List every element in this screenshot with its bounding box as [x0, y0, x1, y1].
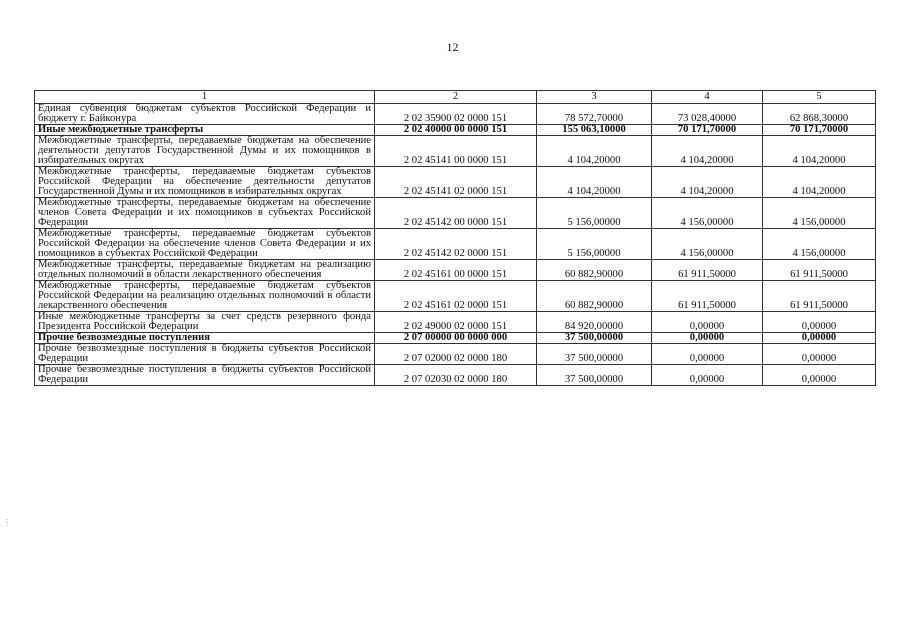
row-code: 2 02 40000 00 0000 151 [375, 125, 537, 136]
row-value-col5: 4 156,00000 [763, 229, 876, 260]
row-value-col5: 61 911,50000 [763, 281, 876, 312]
column-header-1: 1 [35, 91, 375, 104]
table-row [35, 312, 876, 333]
row-value-col4: 0,00000 [652, 344, 763, 365]
row-value-col3: 84 920,00000 [537, 312, 652, 333]
row-code: 2 02 45142 00 0000 151 [375, 198, 537, 229]
table-row [35, 125, 876, 136]
row-description: Прочие безвозмездные поступления в бюджеты субъектов Российской Федерации [35, 365, 375, 386]
row-value-col3: 37 500,00000 [537, 365, 652, 386]
row-value-col5: 4 156,00000 [763, 198, 876, 229]
row-value-col5: 0,00000 [763, 312, 876, 333]
row-description: Иные межбюджетные трансферты за счет средств резервного фонда Президента Российской Федерации [35, 312, 375, 333]
row-value-col3: 4 104,20000 [537, 167, 652, 198]
row-value-col5: 61 911,50000 [763, 260, 876, 281]
row-value-col5: 0,00000 [763, 344, 876, 365]
row-value-col4: 4 156,00000 [652, 229, 763, 260]
column-header-3: 3 [537, 91, 652, 104]
page-number: 12 [446, 40, 459, 54]
row-value-col3: 78 572,70000 [537, 104, 652, 125]
row-code: 2 02 45141 02 0000 151 [375, 167, 537, 198]
row-description: Единая субвенция бюджетам субъектов Российской Федерации и бюджету г. Байконура [35, 104, 375, 125]
table-row [35, 281, 876, 312]
table-body [35, 104, 876, 386]
table-row [35, 198, 876, 229]
row-value-col5: 0,00000 [763, 365, 876, 386]
row-value-col3: 60 882,90000 [537, 260, 652, 281]
row-value-col4: 73 028,40000 [652, 104, 763, 125]
budget-table [34, 90, 876, 386]
row-value-col4: 61 911,50000 [652, 281, 763, 312]
row-code: 2 02 45142 02 0000 151 [375, 229, 537, 260]
table-row [35, 365, 876, 386]
table-row [35, 136, 876, 167]
row-value-col4: 4 156,00000 [652, 198, 763, 229]
row-value-col4: 4 104,20000 [652, 136, 763, 167]
table-row [35, 333, 876, 344]
table-row [35, 260, 876, 281]
row-value-col5: 62 868,30000 [763, 104, 876, 125]
row-value-col3: 4 104,20000 [537, 136, 652, 167]
row-code: 2 02 45141 00 0000 151 [375, 136, 537, 167]
row-description: Межбюджетные трансферты, передаваемые бюджетам субъектов Российской Федерации на обеспечение членов Совета Федерации и их помощников в субъектах Российской Федерации [35, 229, 375, 260]
table-header [35, 91, 876, 104]
row-code: 2 02 35900 02 0000 151 [375, 104, 537, 125]
row-value-col4: 4 104,20000 [652, 167, 763, 198]
row-description: Межбюджетные трансферты, передаваемые бюджетам на реализацию отдельных полномочий в области лекарственного обеспечения [35, 260, 375, 281]
row-code: 2 07 02000 02 0000 180 [375, 344, 537, 365]
row-code: 2 02 49000 02 0000 151 [375, 312, 537, 333]
column-header-2: 2 [375, 91, 537, 104]
table-row [35, 167, 876, 198]
row-value-col4: 61 911,50000 [652, 260, 763, 281]
row-value-col3: 5 156,00000 [537, 229, 652, 260]
row-value-col3: 37 500,00000 [537, 333, 652, 344]
column-header-5: 5 [763, 91, 876, 104]
row-code: 2 07 00000 00 0000 000 [375, 333, 537, 344]
row-description: Иные межбюджетные трансферты [35, 125, 375, 136]
row-value-col4: 0,00000 [652, 312, 763, 333]
margin-mark: ⋮ [3, 518, 11, 527]
row-code: 2 02 45161 02 0000 151 [375, 281, 537, 312]
row-value-col4: 0,00000 [652, 365, 763, 386]
column-header-4: 4 [652, 91, 763, 104]
row-description: Межбюджетные трансферты, передаваемые бюджетам субъектов Российской Федерации на обеспечение деятельности депутатов Государственной Думы и их помощников в избирательных округах [35, 167, 375, 198]
row-value-col5: 0,00000 [763, 333, 876, 344]
row-code: 2 07 02030 02 0000 180 [375, 365, 537, 386]
row-value-col3: 5 156,00000 [537, 198, 652, 229]
row-value-col5: 70 171,70000 [763, 125, 876, 136]
row-value-col4: 0,00000 [652, 333, 763, 344]
row-description: Прочие безвозмездные поступления в бюджеты субъектов Российской Федерации [35, 344, 375, 365]
row-description: Межбюджетные трансферты, передаваемые бюджетам на обеспечение деятельности депутатов Государственной Думы и их помощников в избирательных округах [35, 136, 375, 167]
row-value-col4: 70 171,70000 [652, 125, 763, 136]
table-row [35, 344, 876, 365]
row-code: 2 02 45161 00 0000 151 [375, 260, 537, 281]
row-value-col5: 4 104,20000 [763, 167, 876, 198]
row-value-col3: 155 063,10000 [537, 125, 652, 136]
row-value-col3: 37 500,00000 [537, 344, 652, 365]
row-description: Межбюджетные трансферты, передаваемые бюджетам на обеспечение членов Совета Федерации и их помощников в субъектах Российской Федерации [35, 198, 375, 229]
row-description: Межбюджетные трансферты, передаваемые бюджетам субъектов Российской Федерации на реализацию отдельных полномочий в области лекарственного обеспечения [35, 281, 375, 312]
table-row [35, 229, 876, 260]
header-row [35, 91, 876, 104]
row-description: Прочие безвозмездные поступления [35, 333, 375, 344]
row-value-col5: 4 104,20000 [763, 136, 876, 167]
table-row [35, 104, 876, 125]
row-value-col3: 60 882,90000 [537, 281, 652, 312]
